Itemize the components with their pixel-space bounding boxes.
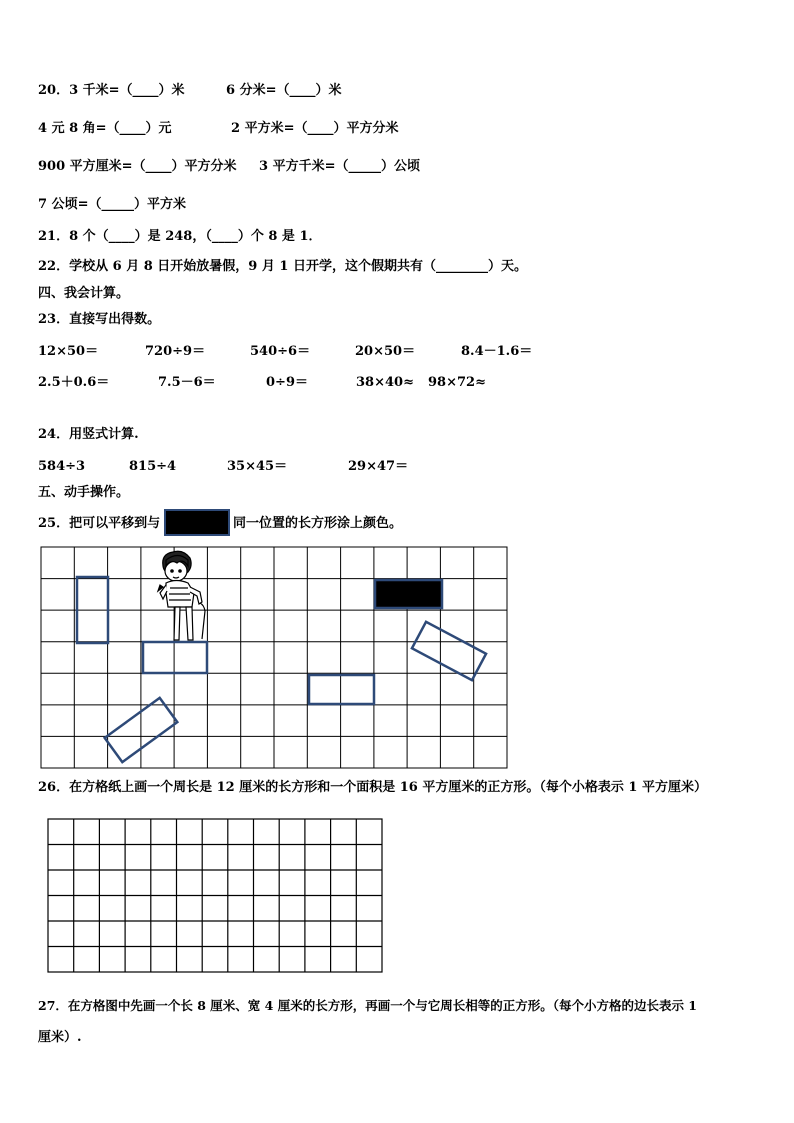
q23-title: 23．直接写出得数。: [38, 312, 161, 327]
q24-item: 815÷4: [129, 459, 177, 474]
section-4-heading: 四、我会计算。: [38, 286, 130, 301]
q25-text-post: 同一位置的长方形涂上颜色。: [233, 516, 403, 531]
q24-item: 584÷3: [38, 459, 86, 474]
q24-title: 24．用竖式计算.: [38, 427, 139, 442]
q21: 21．8 个（____）是 248，（____）个 8 是 1．: [38, 229, 322, 244]
q20-a: 20．3 千米=（____）米: [38, 83, 185, 98]
q23-item: 8.4－1.6＝: [461, 344, 533, 359]
q27-line2: 厘米）.: [38, 1030, 82, 1045]
q20-b: 6 分米=（____）米: [226, 83, 342, 98]
q20-f: 3 平方千米=（_____）公顷: [259, 159, 420, 174]
q23-item: 720÷9＝: [145, 344, 206, 359]
q20-e: 900 平方厘米=（____）平方分米: [38, 159, 237, 174]
q25-text-pre: 25．把可以平移到与: [38, 516, 161, 531]
q23-item: 38×40≈: [356, 375, 414, 390]
q23-item: 0÷9＝: [266, 375, 308, 390]
q20-c: 4 元 8 角=（____）元: [38, 121, 172, 136]
q24-item: 35×45＝: [227, 459, 288, 474]
q23-item: 2.5＋0.6＝: [38, 375, 110, 390]
q23-item: 98×72≈: [428, 375, 486, 390]
section-5-heading: 五、动手操作。: [38, 485, 130, 500]
q24-item: 29×47＝: [348, 459, 409, 474]
q23-item: 540÷6＝: [250, 344, 311, 359]
q26: 26．在方格纸上画一个周长是 12 厘米的长方形和一个面积是 16 平方厘米的正方形。（每个小格表示 1 平方厘米）: [38, 780, 707, 795]
q23-item: 20×50＝: [355, 344, 416, 359]
q27-line1: 27．在方格图中先画一个长 8 厘米、宽 4 厘米的长方形，再画一个与它周长相等的正方形。（每个小方格的边长表示 1: [38, 998, 697, 1013]
q23-item: 12×50＝: [38, 344, 99, 359]
q23-item: 7.5－6＝: [158, 375, 216, 390]
q20-d: 2 平方米=（____）平方分米: [231, 121, 399, 136]
q22: 22．学校从 6 月 8 日开始放暑假，9 月 1 日开学，这个假期共有（________）天。: [38, 259, 527, 274]
q20-g: 7 公顷=（_____）平方米: [38, 197, 186, 212]
